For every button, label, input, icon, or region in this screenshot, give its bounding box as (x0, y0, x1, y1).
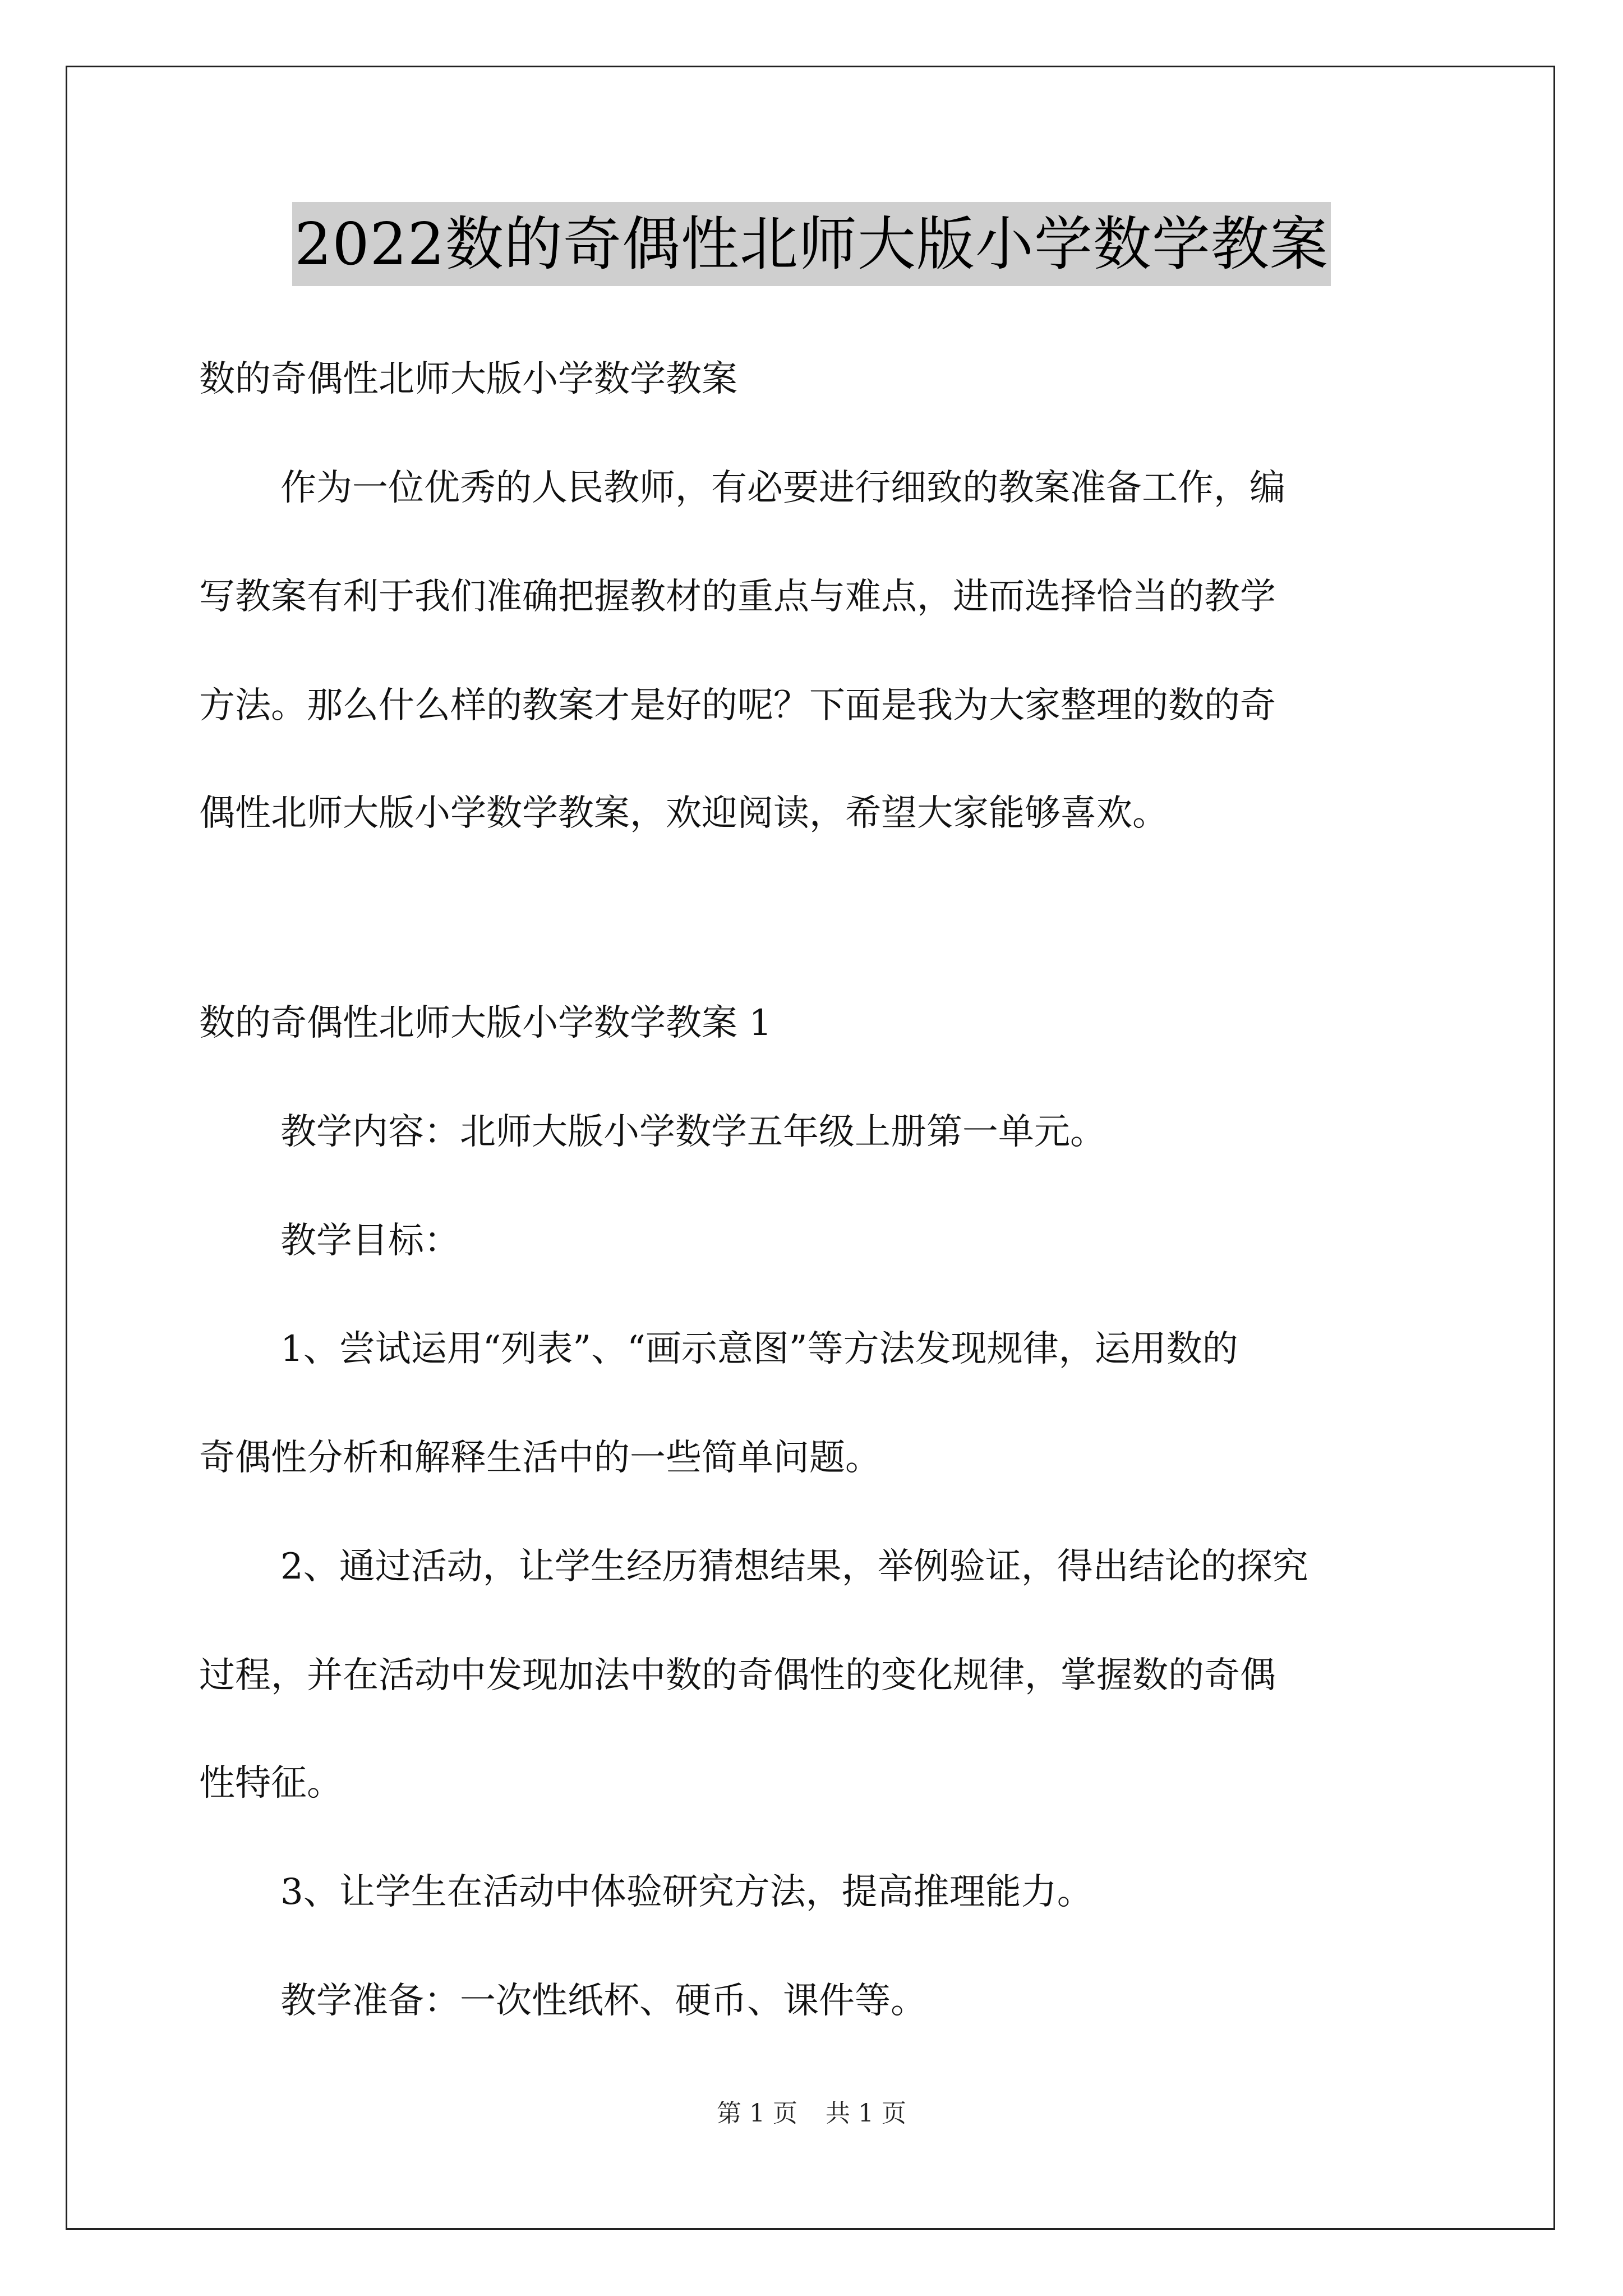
intro-line-2: 写教案有利于我们准确把握教材的重点与难点，进而选择恰当的教学 (199, 576, 1276, 618)
goal-3-line: 3、让学生在活动中体验研究方法，提高推理能力。 (280, 1871, 1093, 1913)
intro-line-3: 方法。那么什么样的教案才是好的呢？下面是我为大家整理的数的奇 (199, 685, 1276, 726)
goal-2-line-1: 2、通过活动，让学生经历猜想结果，举例验证，得出结论的探究 (280, 1546, 1308, 1588)
goal-2-line-3: 性特征。 (199, 1763, 343, 1804)
intro-line-1: 作为一位优秀的人民教师，有必要进行细致的教案准备工作，编 (280, 467, 1285, 509)
goal-2-line-2: 过程，并在活动中发现加法中数的奇偶性的变化规律，掌握数的奇偶 (199, 1655, 1276, 1696)
teaching-content: 教学内容：北师大版小学数学五年级上册第一单元。 (280, 1111, 1106, 1153)
teaching-preparation: 教学准备：一次性纸杯、硬币、课件等。 (280, 1980, 926, 2022)
page-number: 第 1 页 (717, 2099, 797, 2128)
goal-1-line-2: 奇偶性分析和解释生活中的一些简单问题。 (199, 1437, 881, 1479)
title-container (0, 202, 1623, 286)
goal-1-line-1: 1、尝试运用“列表”、“画示意图”等方法发现规律，运用数的 (280, 1328, 1238, 1370)
goals-label: 教学目标： (280, 1220, 460, 1262)
page-total: 共 1 页 (826, 2099, 906, 2128)
document-subtitle: 数的奇偶性北师大版小学数学教案 (199, 358, 737, 400)
page-footer (0, 2097, 1623, 2131)
section-heading: 数的奇偶性北师大版小学数学教案 1 (199, 1002, 772, 1044)
intro-line-4: 偶性北师大版小学数学教案，欢迎阅读，希望大家能够喜欢。 (199, 793, 1168, 834)
document-title: 2022数的奇偶性北师大版小学数学教案 (292, 202, 1331, 286)
